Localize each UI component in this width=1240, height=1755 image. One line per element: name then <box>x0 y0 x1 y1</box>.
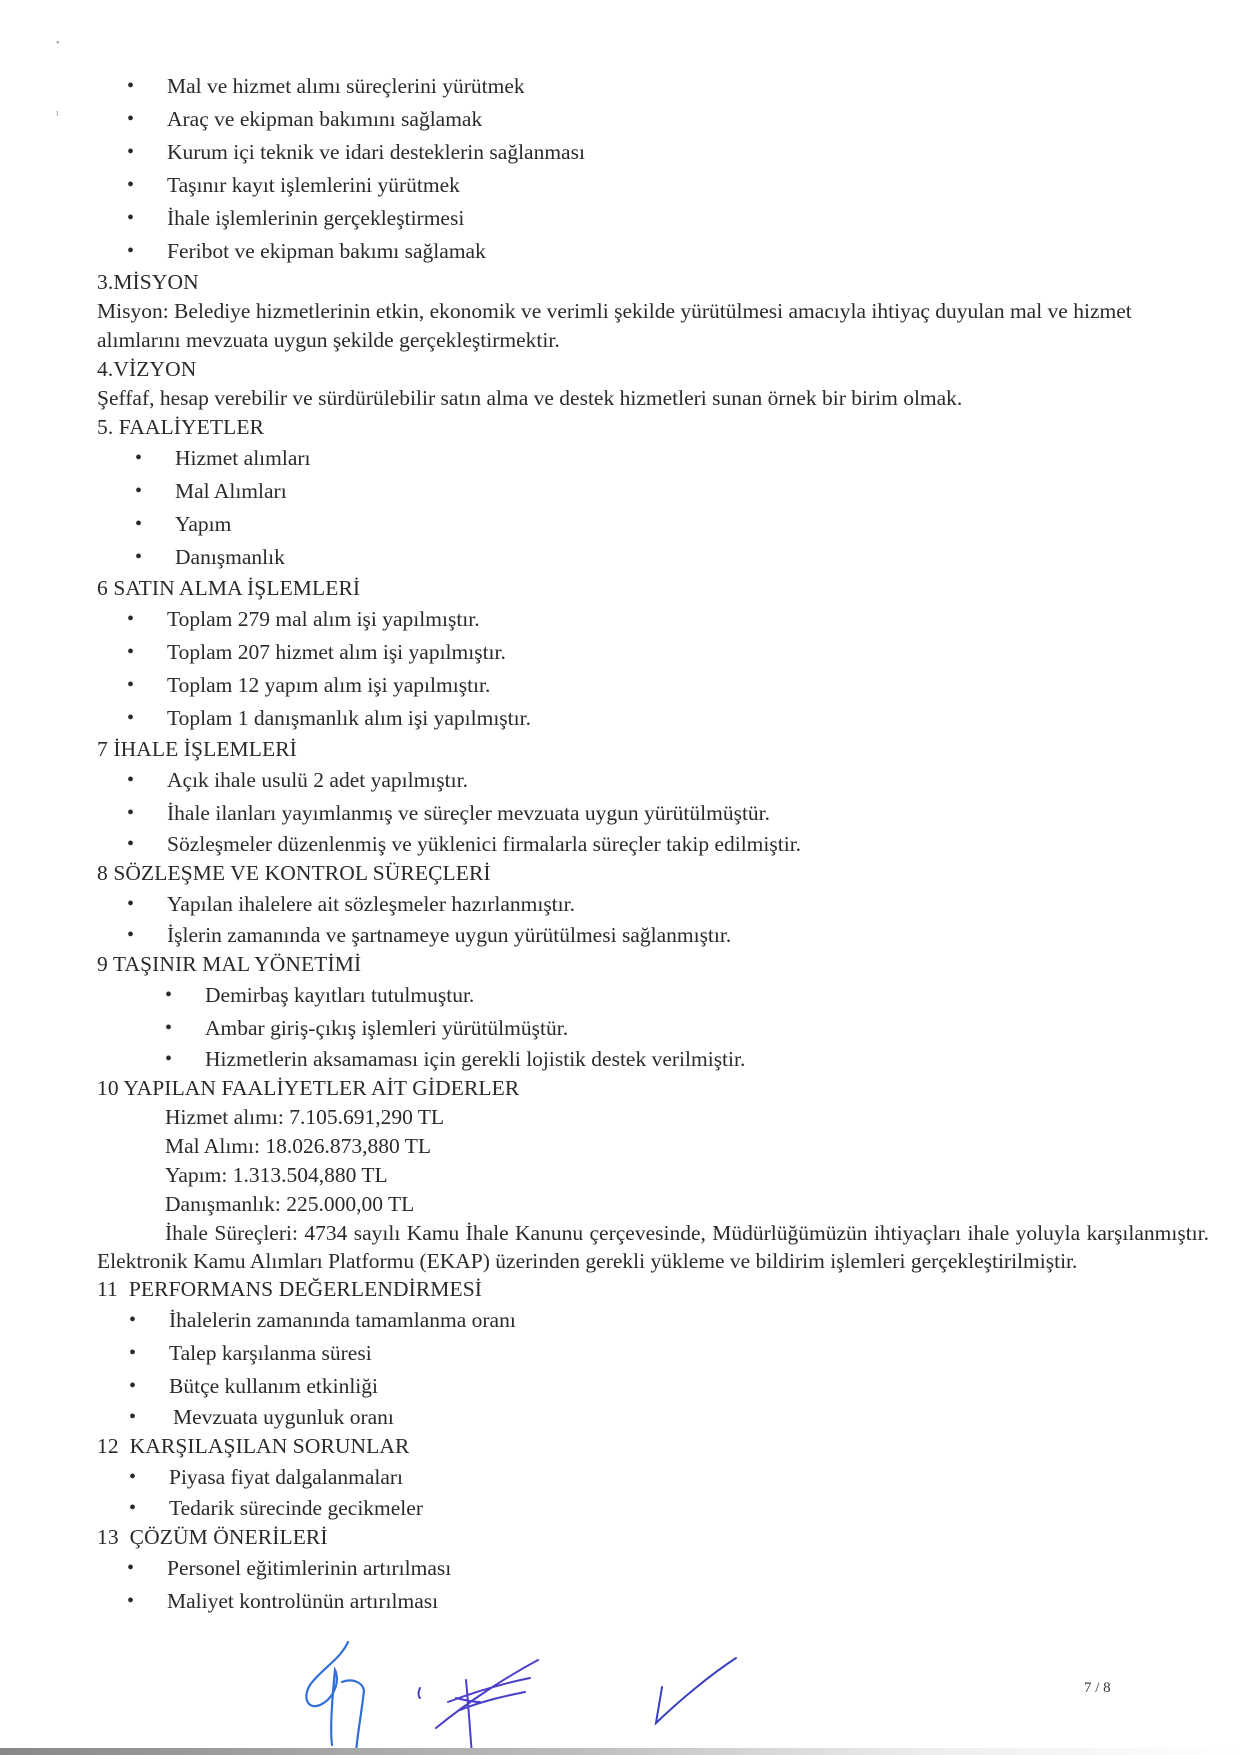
list-item: • Yapım <box>175 508 1209 541</box>
scan-edge-shadow <box>0 1748 1240 1755</box>
intro-bullet-list <box>97 70 1209 268</box>
list-item: • Toplam 12 yapım alım işi yapılmıştır. <box>167 669 1209 702</box>
section-heading-performans: 11 PERFORMANS DEĞERLENDİRMESİ <box>97 1277 483 1301</box>
expense-line: Mal Alımı: 18.026.873,880 TL <box>165 1134 431 1158</box>
sorunlar-list <box>97 1461 1209 1523</box>
list-item: • Yapılan ihalelere ait sözleşmeler hazırlanmıştır. <box>167 888 1209 921</box>
faaliyetler-list <box>97 442 1209 574</box>
list-item: • Açık ihale usulü 2 adet yapılmıştır. <box>167 764 1209 797</box>
list-item: • İhale işlemlerinin gerçekleştirmesi <box>167 202 1209 235</box>
section-heading-faaliyetler: 5. FAALİYETLER <box>97 415 265 439</box>
list-item: • İhale ilanları yayımlanmış ve süreçler mevzuata uygun yürütülmüştür. <box>167 797 1209 830</box>
list-item: • Talep karşılanma süresi <box>169 1337 1209 1370</box>
list-item: • Hizmetlerin aksamaması için gerekli lojistik destek verilmiştir. <box>205 1045 1209 1074</box>
section-heading-ihale: 7 İHALE İŞLEMLERİ <box>97 737 297 761</box>
list-item: • Taşınır kayıt işlemlerini yürütmek <box>167 169 1209 202</box>
list-item: • Toplam 207 hizmet alım işi yapılmıştır. <box>167 636 1209 669</box>
document-body <box>97 70 1209 1618</box>
expense-line: Hizmet alımı: 7.105.691,290 TL <box>165 1105 445 1129</box>
list-item: • Maliyet kontrolünün artırılması <box>167 1585 1209 1618</box>
scan-speck: • <box>56 38 60 49</box>
list-item: • Mevzuata uygunluk oranı <box>169 1403 1209 1432</box>
list-item: • Danışmanlık <box>175 541 1209 574</box>
section-heading-giderler: 10 YAPILAN FAALİYETLER AİT GİDERLER <box>97 1076 520 1100</box>
list-item: • Tedarik sürecinde gecikmeler <box>169 1494 1209 1523</box>
section-heading-misyon: 3.MİSYON <box>97 270 199 294</box>
expense-line: Yapım: 1.313.504,880 TL <box>165 1163 388 1187</box>
list-item: • Bütçe kullanım etkinliği <box>169 1370 1209 1403</box>
ihale-surecleri-paragraph: İhale Süreçleri: 4734 sayılı Kamu İhale Kanunu çerçevesinde, Müdürlüğümüzün ihtiyaçları ihale yoluyla karşılanmıştır. Elektronik Kamu Alımları Platformu (EKAP) üzerinden gerekli yükleme ve bildirim işlemleri gerçekleştirilmiştir. <box>97 1221 1209 1273</box>
vizyon-text: Şeffaf, hesap verebilir ve sürdürülebilir satın alma ve destek hizmetleri sunan örnek bir birim olmak. <box>97 386 963 410</box>
signature-2 <box>419 1660 539 1755</box>
list-item: • Demirbaş kayıtları tutulmuştur. <box>205 979 1209 1012</box>
list-item: • İhalelerin zamanında tamamlanma oranı <box>169 1304 1209 1337</box>
signature-area <box>280 1640 880 1755</box>
list-item: • Kurum içi teknik ve idari desteklerin sağlanması <box>167 136 1209 169</box>
list-item: • Mal Alımları <box>175 475 1209 508</box>
list-item: • Sözleşmeler düzenlenmiş ve yüklenici firmalarla süreçler takip edilmiştir. <box>167 830 1209 859</box>
list-item: • Araç ve ekipman bakımını sağlamak <box>167 103 1209 136</box>
list-item: • Toplam 1 danışmanlık alım işi yapılmıştır. <box>167 702 1209 735</box>
list-item: • Mal ve hizmet alımı süreçlerini yürütmek <box>167 70 1209 103</box>
signature-3 <box>656 1658 736 1723</box>
misyon-text: Misyon: Belediye hizmetlerinin etkin, ekonomik ve verimli şekilde yürütülmesi amacıyla ihtiyaç duyulan mal ve hizmet alımlarını mevzuata uygun şekilde gerçekleştirmektir. <box>97 299 1132 352</box>
performans-list <box>97 1304 1209 1432</box>
list-item: • Toplam 279 mal alım işi yapılmıştır. <box>167 603 1209 636</box>
list-item: • İşlerin zamanında ve şartnameye uygun yürütülmesi sağlanmıştır. <box>167 921 1209 950</box>
ihale-list <box>97 764 1209 859</box>
expense-line: Danışmanlık: 225.000,00 TL <box>165 1192 415 1216</box>
section-heading-vizyon: 4.VİZYON <box>97 357 197 381</box>
section-heading-sozlesme: 8 SÖZLEŞME VE KONTROL SÜREÇLERİ <box>97 861 491 885</box>
sozlesme-list <box>97 888 1209 950</box>
list-item: • Ambar giriş-çıkış işlemleri yürütülmüştür. <box>205 1012 1209 1045</box>
oneriler-list <box>97 1552 1209 1618</box>
section-heading-tasinir: 9 TAŞINIR MAL YÖNETİMİ <box>97 952 362 976</box>
list-item: • Personel eğitimlerinin artırılması <box>167 1552 1209 1585</box>
page-number: 7 / 8 <box>1084 1680 1111 1696</box>
list-item: • Hizmet alımları <box>175 442 1209 475</box>
list-item: • Piyasa fiyat dalgalanmaları <box>169 1461 1209 1494</box>
scan-speck: ι <box>56 108 59 119</box>
list-item: • Feribot ve ekipman bakımı sağlamak <box>167 235 1209 268</box>
satin-alma-list <box>97 603 1209 735</box>
tasinir-list <box>97 979 1209 1074</box>
signature-1 <box>306 1642 364 1752</box>
section-heading-satin-alma: 6 SATIN ALMA İŞLEMLERİ <box>97 576 361 600</box>
section-heading-sorunlar: 12 KARŞILAŞILAN SORUNLAR <box>97 1434 410 1458</box>
section-heading-oneriler: 13 ÇÖZÜM ÖNERİLERİ <box>97 1525 328 1549</box>
